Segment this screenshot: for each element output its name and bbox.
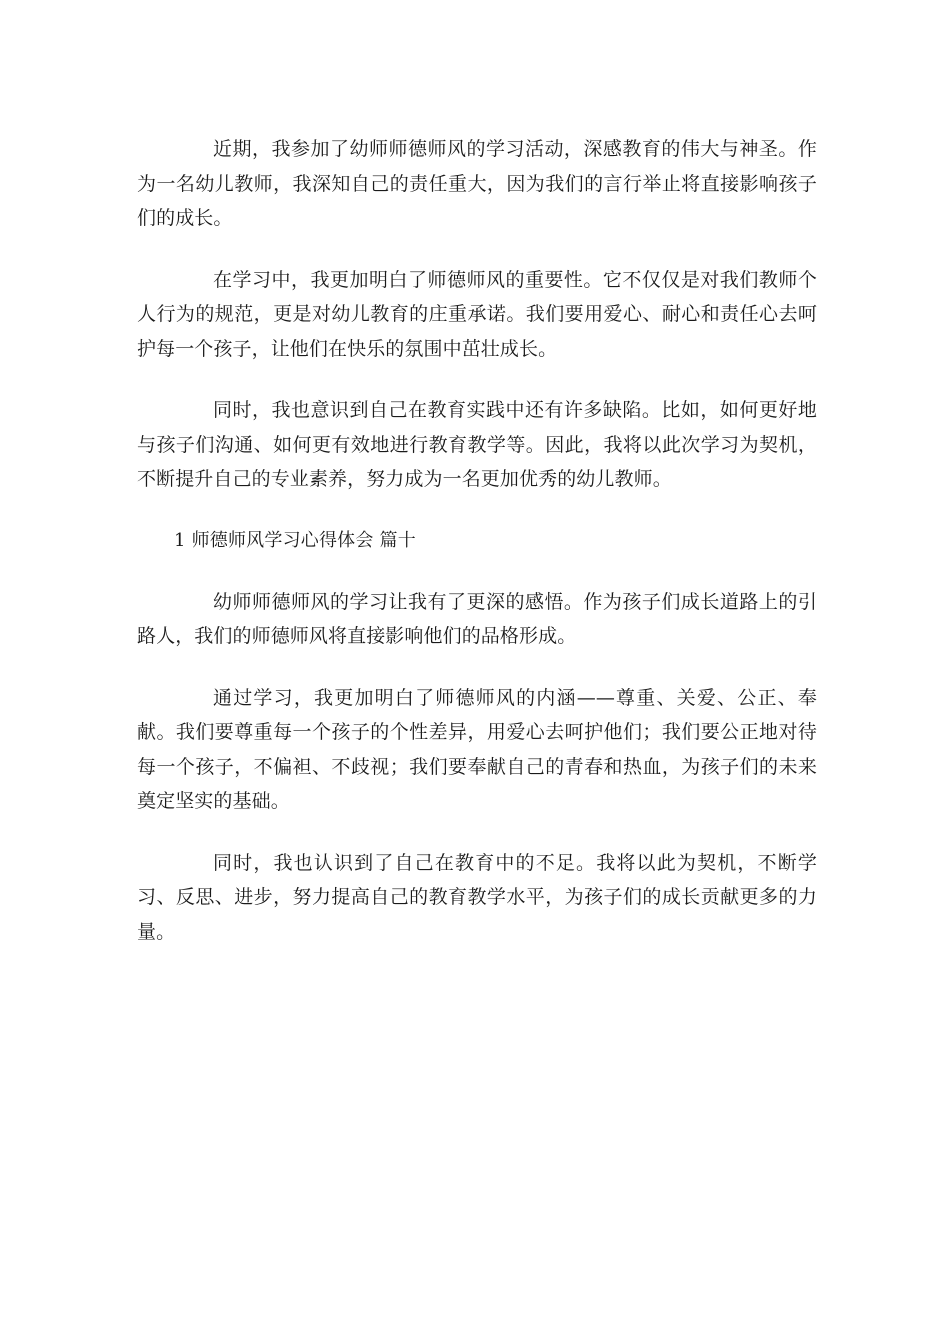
paragraph-4: 幼师师德师风的学习让我有了更深的感悟。作为孩子们成长道路上的引路人，我们的师德师风将直接影响他们的品格形成。 — [137, 590, 817, 647]
paragraph-2: 在学习中，我更加明白了师德师风的重要性。它不仅仅是对我们教师个人行为的规范，更是对幼儿教育的庄重承诺。我们要用爱心、耐心和责任心去呵护每一个孩子，让他们在快乐的氛围中茁壮成长。 — [137, 268, 817, 360]
paragraph-5: 通过学习，我更加明白了师德师风的内涵——尊重、关爱、公正、奉献。我们要尊重每一个孩子的个性差异，用爱心去呵护他们；我们要公正地对待每一个孩子，不偏袒、不歧视；我们要奉献自己的青春和热血，为孩子们的未来奠定坚实的基础。 — [137, 686, 817, 812]
paragraph-6: 同时，我也认识到了自己在教育中的不足。我将以此为契机，不断学习、反思、进步，努力提高自己的教育教学水平，为孩子们的成长贡献更多的力量。 — [137, 851, 817, 943]
document-body — [137, 132, 817, 976]
paragraph-1: 近期，我参加了幼师师德师风的学习活动，深感教育的伟大与神圣。作为一名幼儿教师，我深知自己的责任重大，因为我们的言行举止将直接影响孩子们的成长。 — [137, 138, 817, 229]
section-heading: 1 师德师风学习心得体会 篇十 — [174, 529, 416, 551]
paragraph-3: 同时，我也意识到自己在教育实践中还有许多缺陷。比如，如何更好地与孩子们沟通、如何更有效地进行教育教学等。因此，我将以此次学习为契机，不断提升自己的专业素养，努力成为一名更加优秀的幼儿教师。 — [137, 399, 817, 490]
